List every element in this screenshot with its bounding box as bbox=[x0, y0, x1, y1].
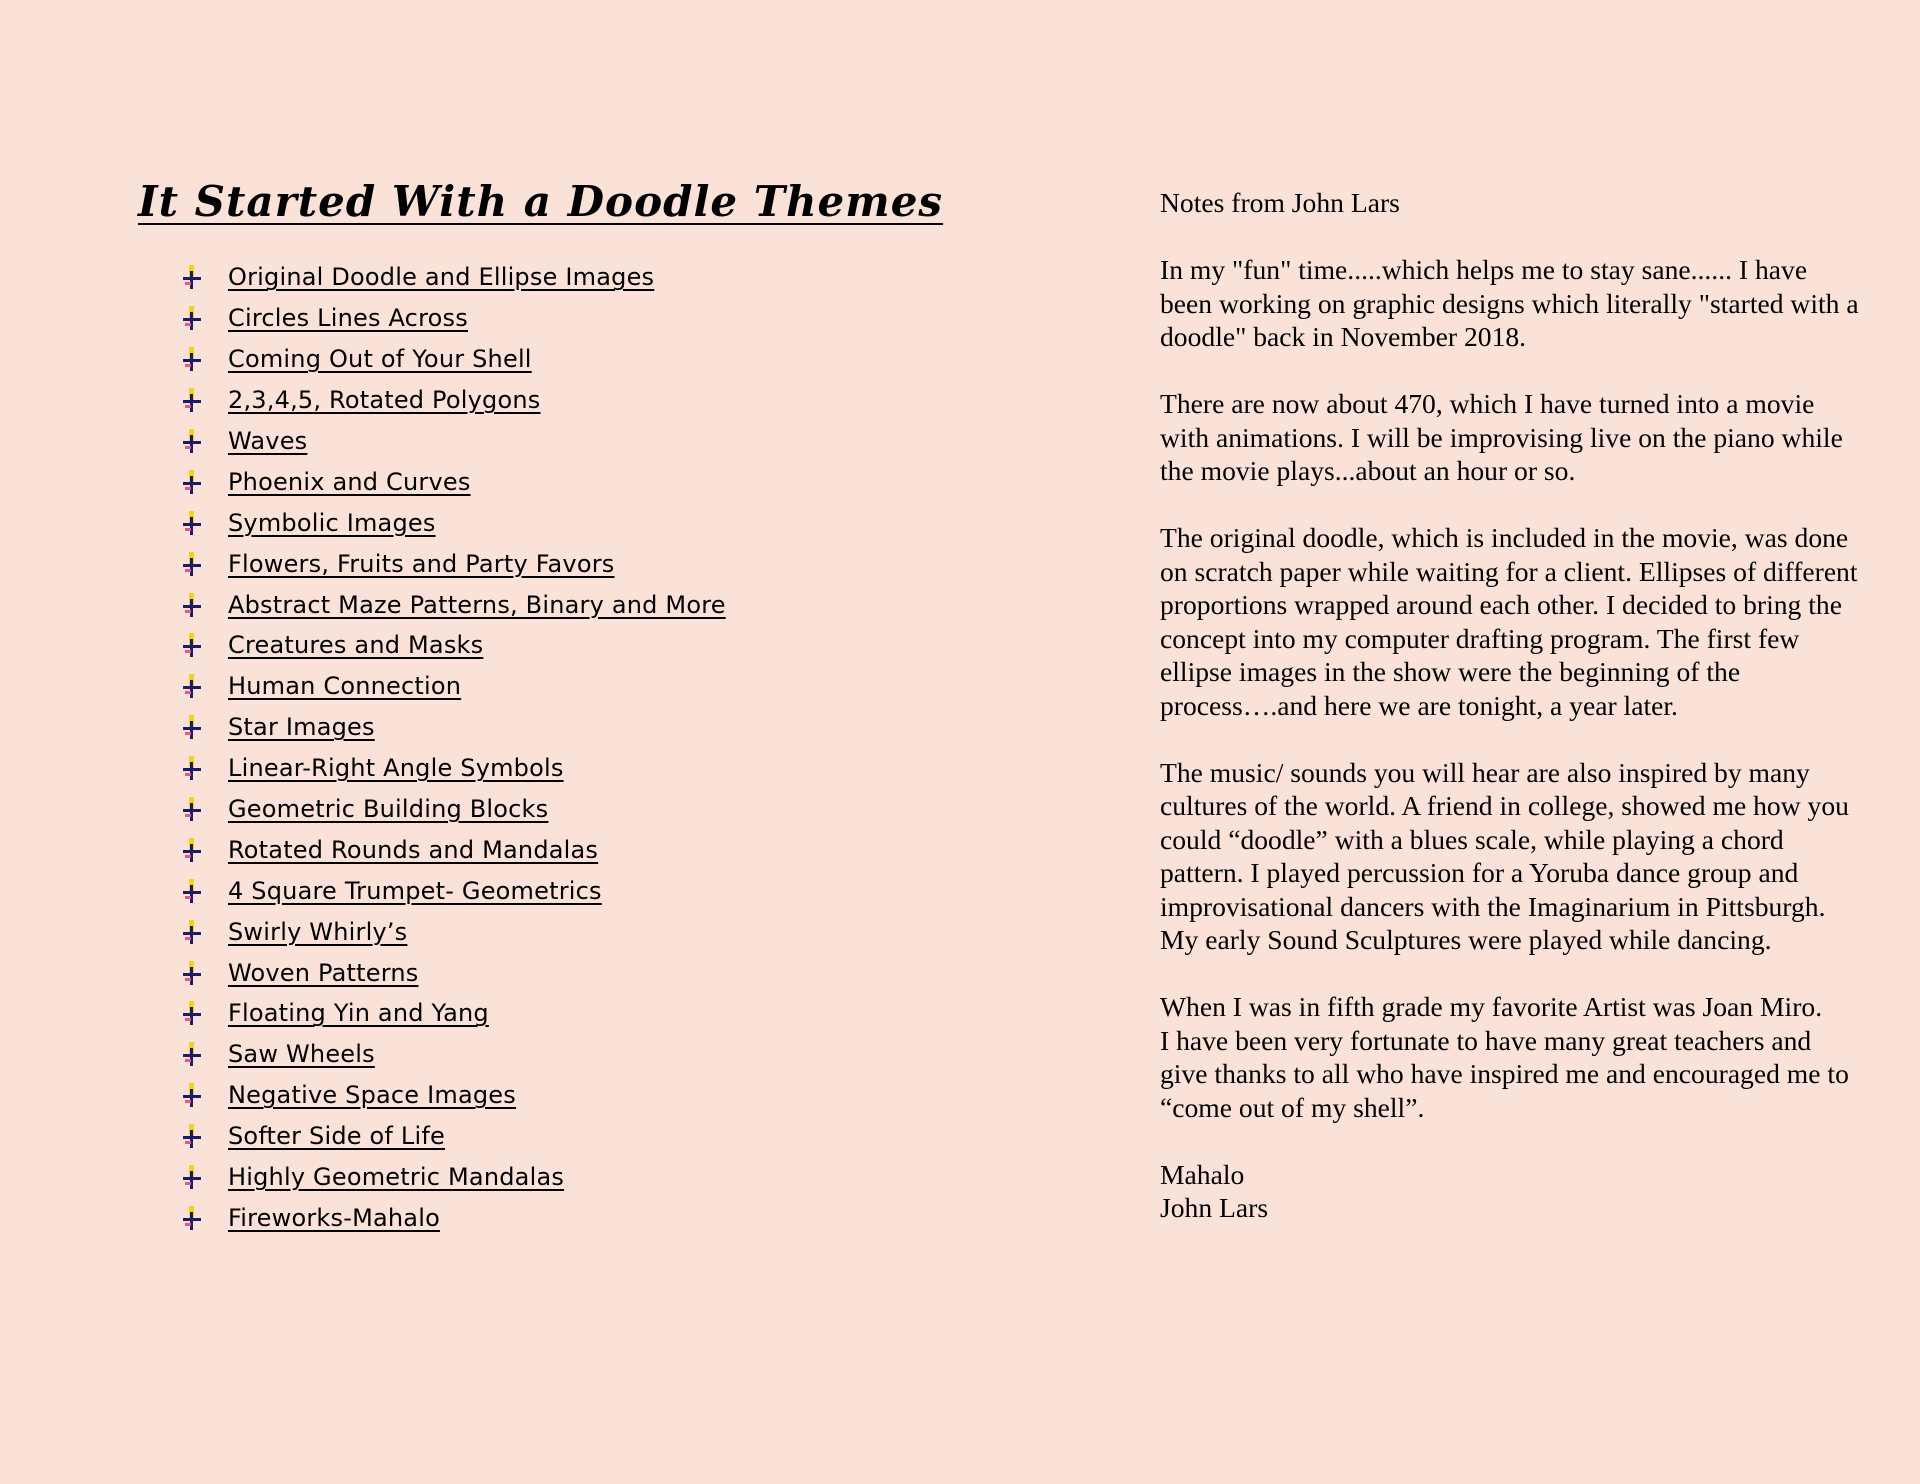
bullet-icon bbox=[180, 345, 206, 373]
theme-list-item bbox=[180, 707, 726, 748]
theme-link[interactable]: Linear-Right Angle Symbols bbox=[228, 754, 564, 783]
theme-link[interactable]: Negative Space Images bbox=[228, 1081, 516, 1110]
theme-link[interactable]: Abstract Maze Patterns, Binary and More bbox=[228, 590, 726, 619]
bullet-icon bbox=[180, 713, 206, 741]
theme-link[interactable]: Highly Geometric Mandalas bbox=[228, 1163, 565, 1192]
themes-list bbox=[180, 257, 726, 1238]
signature: John Lars bbox=[1160, 1192, 1269, 1223]
theme-list-item bbox=[180, 952, 726, 993]
theme-list-item bbox=[180, 1197, 726, 1238]
theme-list-item bbox=[180, 789, 726, 830]
theme-link[interactable]: Fireworks-Mahalo bbox=[228, 1203, 440, 1232]
theme-list-item bbox=[180, 666, 726, 707]
theme-link[interactable]: Saw Wheels bbox=[228, 1040, 375, 1069]
theme-list-item bbox=[180, 911, 726, 952]
bullet-icon bbox=[180, 918, 206, 946]
bullet-icon bbox=[180, 550, 206, 578]
themes-section bbox=[138, 172, 1038, 1232]
theme-list-item bbox=[180, 1034, 726, 1075]
bullet-icon bbox=[180, 836, 206, 864]
notes-paragraph-fifth-grade: When I was in fifth grade my favorite Artist was Joan Miro. bbox=[1160, 991, 1823, 1022]
theme-list-item bbox=[180, 543, 726, 584]
theme-link[interactable]: Symbolic Images bbox=[228, 508, 436, 537]
theme-link[interactable]: Woven Patterns bbox=[228, 958, 419, 987]
theme-list-item bbox=[180, 380, 726, 421]
bullet-icon bbox=[180, 999, 206, 1027]
notes-paragraph-3: The original doodle, which is included in the movie, was done on scratch paper while waiting for a client. Ellipses of different proportions wrapped around each other. I decided to bring the concept into my computer drafting program. The first few ellipse images in the show were the beginning of the process….and here we are tonight, a year later. bbox=[1160, 522, 1858, 721]
theme-list-item bbox=[180, 421, 726, 462]
theme-list-item bbox=[180, 870, 726, 911]
theme-list-item bbox=[180, 1157, 726, 1198]
theme-link[interactable]: 4 Square Trumpet- Geometrics bbox=[228, 876, 602, 905]
theme-list-item bbox=[180, 339, 726, 380]
notes-title: Notes from John Lars bbox=[1160, 187, 1400, 218]
theme-list-item bbox=[180, 625, 726, 666]
theme-link[interactable]: Human Connection bbox=[228, 672, 462, 701]
theme-list-item bbox=[180, 1116, 726, 1157]
theme-list-item bbox=[180, 829, 726, 870]
theme-link[interactable]: Creatures and Masks bbox=[228, 631, 484, 660]
bullet-icon bbox=[180, 1122, 206, 1150]
notes-paragraph-4: The music/ sounds you will hear are also inspired by many cultures of the world. A friend in college, showed me how you could “doodle” with a blues scale, while playing a chord pattern. I played percussion for a Yoruba dance group and improvisational dancers with the Imaginarium in Pittsburgh. My early Sound Sculptures were played while dancing. bbox=[1160, 756, 1849, 955]
theme-link[interactable]: Original Doodle and Ellipse Images bbox=[228, 263, 655, 292]
theme-link[interactable]: Softer Side of Life bbox=[228, 1122, 445, 1151]
theme-link[interactable]: Star Images bbox=[228, 713, 375, 742]
theme-link[interactable]: 2,3,4,5, Rotated Polygons bbox=[228, 386, 541, 415]
bullet-icon bbox=[180, 1081, 206, 1109]
theme-link[interactable]: Geometric Building Blocks bbox=[228, 795, 549, 824]
bullet-icon bbox=[180, 468, 206, 496]
theme-link[interactable]: Rotated Rounds and Mandalas bbox=[228, 835, 599, 864]
bullet-icon bbox=[180, 1204, 206, 1232]
bullet-icon bbox=[180, 263, 206, 291]
theme-link[interactable]: Floating Yin and Yang bbox=[228, 999, 489, 1028]
themes-title: It Started With a Doodle Themes bbox=[138, 177, 944, 226]
theme-list-item bbox=[180, 584, 726, 625]
theme-link[interactable]: Phoenix and Curves bbox=[228, 467, 471, 496]
bullet-icon bbox=[180, 386, 206, 414]
notes-paragraph-thanks: I have been very fortunate to have many great teachers and give thanks to all who have inspired me and encouraged me to “come out of my shell”. bbox=[1160, 1024, 1849, 1123]
bullet-icon bbox=[180, 795, 206, 823]
theme-list-item bbox=[180, 993, 726, 1034]
theme-link[interactable]: Coming Out of Your Shell bbox=[228, 345, 532, 374]
theme-link[interactable]: Circles Lines Across bbox=[228, 304, 468, 333]
bullet-icon bbox=[180, 754, 206, 782]
notes-section bbox=[1160, 186, 1860, 1225]
theme-link[interactable]: Flowers, Fruits and Party Favors bbox=[228, 549, 615, 578]
bullet-icon bbox=[180, 591, 206, 619]
theme-list-item bbox=[180, 461, 726, 502]
bullet-icon bbox=[180, 1163, 206, 1191]
bullet-icon bbox=[180, 427, 206, 455]
bullet-icon bbox=[180, 672, 206, 700]
theme-link[interactable]: Swirly Whirly’s bbox=[228, 917, 408, 946]
theme-list-item bbox=[180, 748, 726, 789]
theme-list-item bbox=[180, 502, 726, 543]
bullet-icon bbox=[180, 1040, 206, 1068]
bullet-icon bbox=[180, 304, 206, 332]
notes-paragraph-2: There are now about 470, which I have turned into a movie with animations. I will be improvising live on the piano while the movie plays...about an hour or so. bbox=[1160, 388, 1843, 486]
notes-paragraph-1: In my "fun" time.....which helps me to stay sane...... I have been working on graphic designs which literally "started with a doodle" back in November 2018. bbox=[1160, 254, 1859, 352]
signoff: Mahalo bbox=[1160, 1158, 1245, 1190]
theme-list-item bbox=[180, 257, 726, 298]
bullet-icon bbox=[180, 959, 206, 987]
bullet-icon bbox=[180, 877, 206, 905]
bullet-icon bbox=[180, 631, 206, 659]
bullet-icon bbox=[180, 509, 206, 537]
theme-list-item bbox=[180, 1075, 726, 1116]
theme-list-item bbox=[180, 298, 726, 339]
theme-link[interactable]: Waves bbox=[228, 427, 308, 455]
